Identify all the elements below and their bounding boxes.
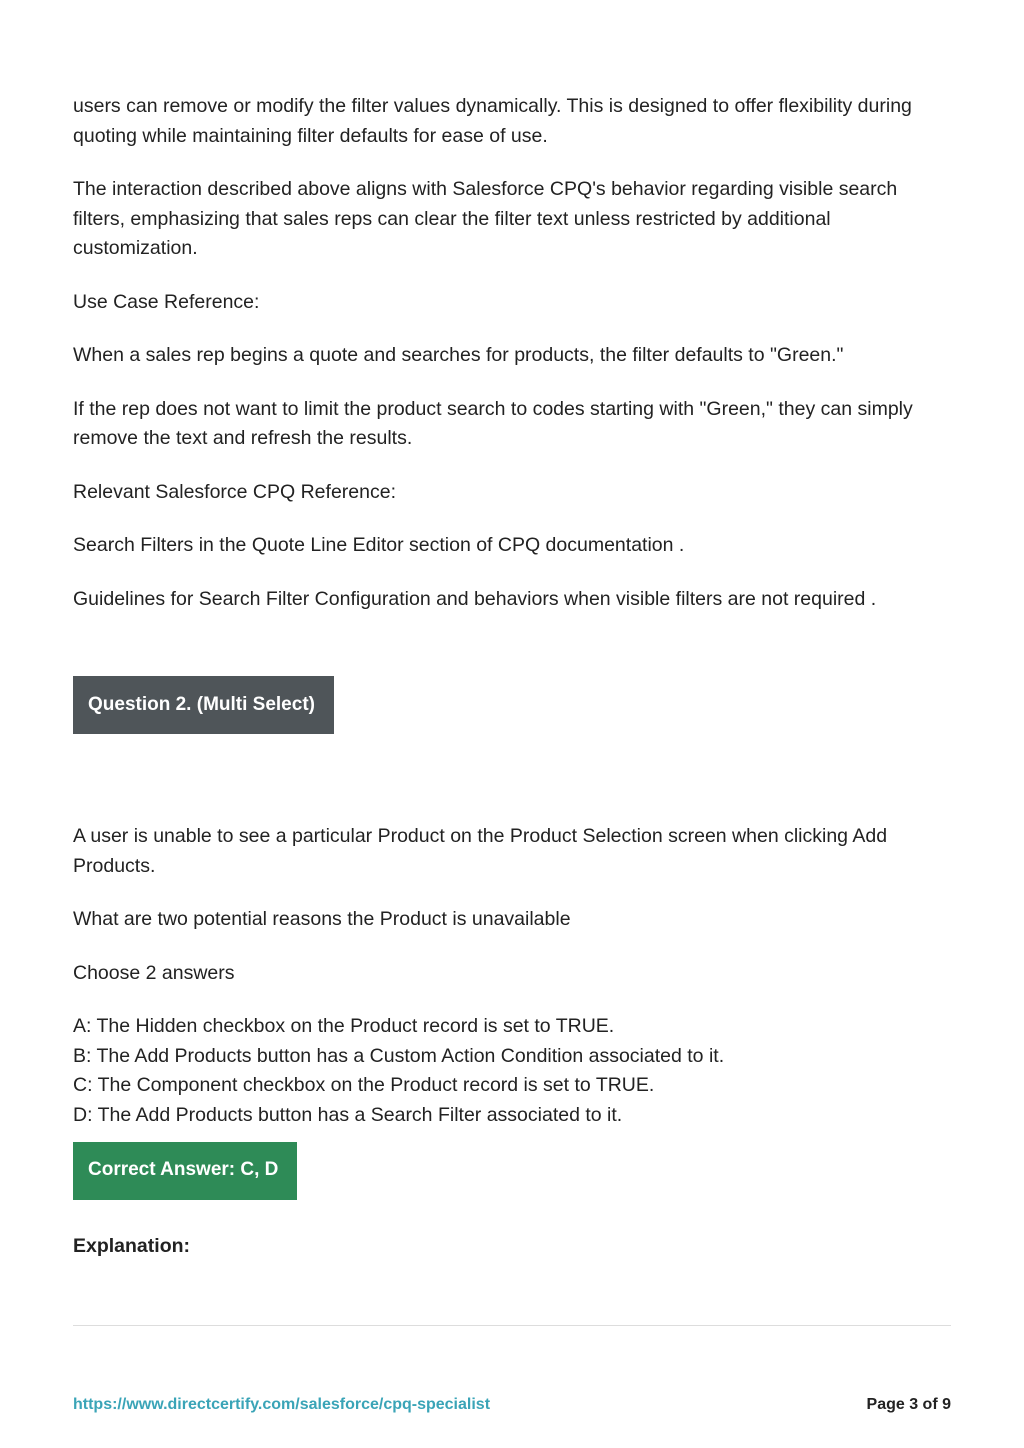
answer-options <box>73 1012 951 1130</box>
question-text: A user is unable to see a particular Product on the Product Selection screen when clicking Add Products. <box>73 825 888 877</box>
question-block <box>73 822 951 1262</box>
paragraph: Guidelines for Search Filter Configuration and behaviors when visible filters are not required . <box>73 587 877 610</box>
paragraph: users can remove or modify the filter values dynamically. This is designed to offer flexibility during quoting while maintaining filter defaults for ease of use. <box>73 95 912 147</box>
question-instruction: Choose 2 answers <box>73 961 235 984</box>
paragraph: The interaction described above aligns with Salesforce CPQ's behavior regarding visible search filters, emphasizing that sales reps can clear the filter text unless restricted by additional customization. <box>73 178 898 259</box>
option-a: A: The Hidden checkbox on the Product record is set to TRUE. <box>73 1015 615 1037</box>
footer-url-link[interactable]: https://www.directcertify.com/salesforce/cpq-specialist <box>73 1396 491 1413</box>
document-body <box>73 92 951 1262</box>
option-d: D: The Add Products button has a Search Filter associated to it. <box>73 1103 623 1126</box>
paragraph: When a sales rep begins a quote and searches for products, the filter defaults to "Green." <box>73 344 844 366</box>
page-number: Page 3 of 9 <box>866 1396 951 1413</box>
question-prompt: What are two potential reasons the Product is unavailable <box>73 908 571 930</box>
option-c: C: The Component checkbox on the Product record is set to TRUE. <box>73 1074 655 1096</box>
paragraph: Use Case Reference: <box>73 290 260 313</box>
correct-answer-badge: Correct Answer: C, D <box>73 1142 297 1200</box>
explanation-heading: Explanation: <box>73 1235 191 1257</box>
option-b: B: The Add Products button has a Custom Action Condition associated to it. <box>73 1044 725 1067</box>
paragraph: Search Filters in the Quote Line Editor section of CPQ documentation . <box>73 534 685 556</box>
question-label: Question 2. (Multi Select) <box>73 676 334 734</box>
footer-divider <box>73 1325 951 1326</box>
paragraph: Relevant Salesforce CPQ Reference: <box>73 480 396 503</box>
paragraph: If the rep does not want to limit the product search to codes starting with "Green," they can simply remove the text and refresh the results. <box>73 397 913 449</box>
